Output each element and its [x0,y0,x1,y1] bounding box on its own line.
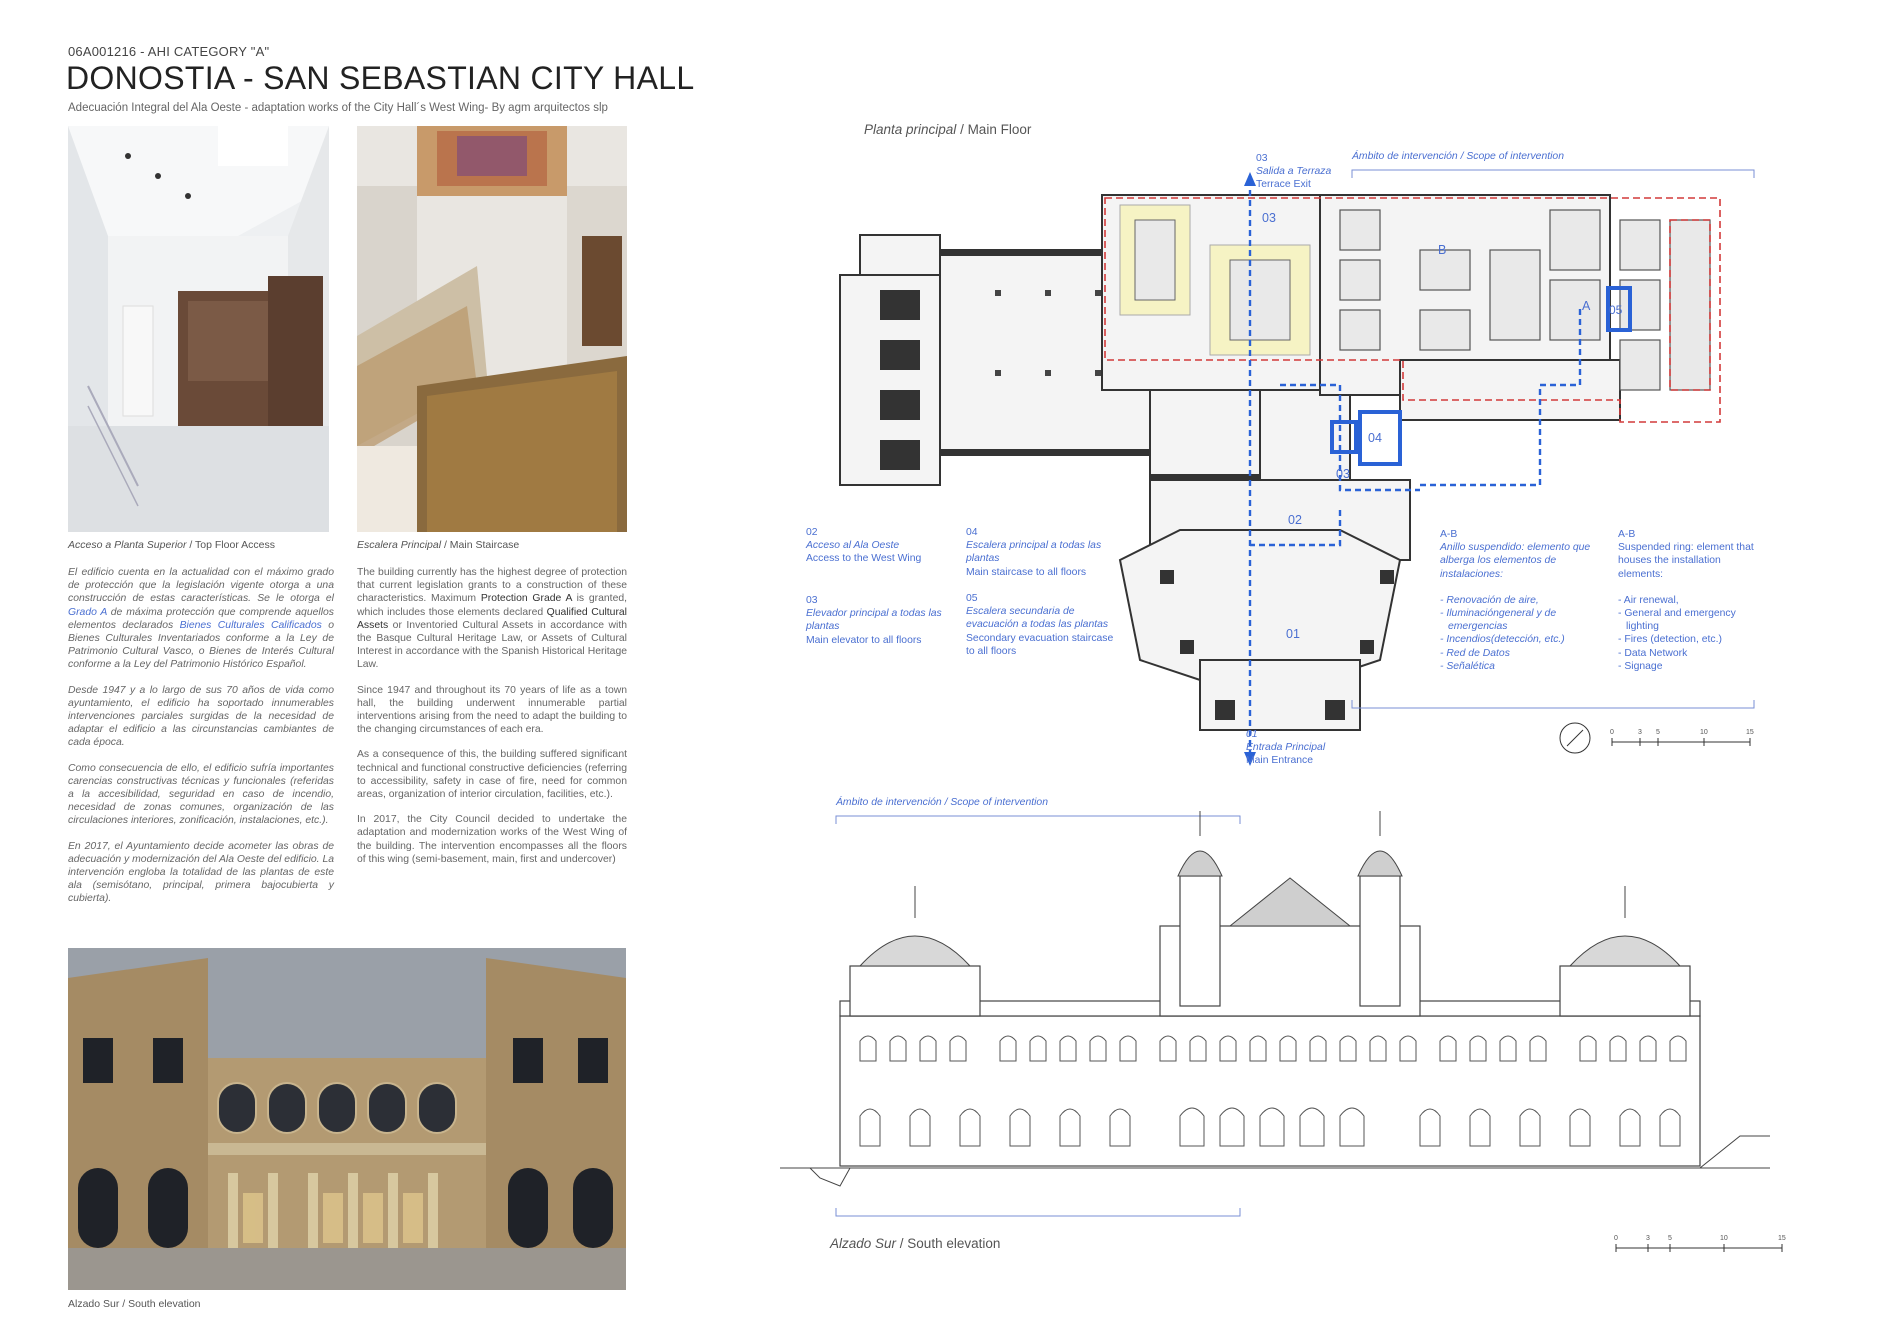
plan-label-a: A [1582,299,1591,313]
floor-plan-drawing [820,160,1760,770]
svg-text:10: 10 [1700,729,1708,736]
north-arrow-icon [1560,723,1590,753]
svg-text:5: 5 [1656,729,1660,736]
svg-text:5: 5 [1668,1235,1672,1242]
legend-ab-spanish: A-B Anillo suspendido: elemento que alberga los elementos de instalaciones: - Renovación de aire, - Iluminacióngeneral y de emergencias - Incendios(detección, etc.) - Red de Datos - Señalética [1440,529,1591,672]
photo-south-elevation [68,948,626,1290]
text-en-paragraph-3: As a consequence of this, the building suffered significant technical and functional constructive deficiencies (referring to accessibility, safety in case of fire, need for common areas, organization of interior circulation, facilities, etc.). [357,749,627,801]
photo-main-staircase [357,126,627,532]
elevation-scope-label: Ámbito de intervención / Scope of intervention [836,797,1048,808]
legend-03: 03 Elevador principal a todas las plantas Main elevator to all floors [806,595,942,646]
legend-04: 04 Escalera principal a todas las plantas Main staircase to all floors [966,527,1102,578]
plan-label-03-top: 03 [1262,211,1276,225]
caption-main-staircase: Escalera Principal / Main Staircase [357,539,520,551]
terrace-exit-label: 03 Salida a Terraza Terrace Exit [1256,153,1332,191]
elevation-scale [1614,1228,1794,1258]
elevation-title: Alzado Sur / South elevation [830,1236,1001,1251]
plan-scope-label: Ámbito de intervención / Scope of intervention [1352,151,1564,162]
svg-text:3: 3 [1646,1235,1650,1242]
text-en-paragraph-2: Since 1947 and throughout its 70 years of life as a town hall, the building underwent innumerable partial interventions arising from the need to adapt the building to the changing circumstances of each era. [357,684,627,736]
svg-text:15: 15 [1778,1235,1786,1242]
legend-02: 02 Acceso al Ala Oeste Access to the West Wing [806,527,922,565]
text-column-spanish [68,566,334,918]
text-en-paragraph-1: The building currently has the highest degree of protection that current legislation grants to a construction of these characteristics. Maximum Protection Grade A is granted, which includes those elements declared Qualified Cultural Assets or Inventoried Cultural Assets in accordance with the Basque Cultural Heritage Law, or Assets of Cultural Interest in accordance with the Spanish Historical Heritage Law. [357,567,628,671]
svg-text:10: 10 [1720,1235,1728,1242]
plan-label-02: 02 [1288,513,1302,527]
plan-label-05: 05 [1609,303,1623,317]
svg-text:3: 3 [1638,729,1642,736]
svg-text:0: 0 [1610,729,1614,736]
svg-text:15: 15 [1746,729,1754,736]
project-code: 06A001216 - AHI CATEGORY "A" [68,44,270,59]
plan-label-b: B [1438,243,1447,257]
text-es-paragraph-3: Como consecuencia de ello, el edificio sufría importantes carencias constructivas técnicas y funcionales (referidas a la accesibilidad, seguridad en caso de incendio, necesidad de zonas comunes, organización de las circulaciones interiores, zonificación, instalaciones, etc.). [68,762,334,827]
photo-top-floor-access [68,126,329,532]
caption-south-elevation: Alzado Sur / South elevation [68,1298,201,1310]
plan-label-01: 01 [1286,627,1300,641]
plan-title: Planta principal / Main Floor [864,122,1032,137]
plan-label-03-lift: 03 [1336,467,1350,481]
plan-scale-bar [1610,729,1754,746]
south-elevation-drawing [780,806,1770,1226]
text-en-paragraph-4: In 2017, the City Council decided to undertake the adaptation and modernization works of the West Wing of the building. The intervention encompasses all the floors of this wing (semi-basement, main, first and undercover) [357,814,627,865]
text-es-paragraph-4: En 2017, el Ayuntamiento decide acometer las obras de adecuación y modernización del Ala Oeste del edificio. La intervención engloba la totalidad de las plantas de este ala (semisótano, principal, primera bajocubierta y cubierta). [68,840,334,905]
text-es-paragraph-1: El edificio cuenta en la actualidad con el máximo grado de protección que la legislación vigente otorga a una construcción de estas características. Se le otorga el Grado A de máxima protección que comprende aquellos elementos declarados Bienes Culturales Calificados o Bienes Culturales Inventariados conforme a la Ley de Patrimonio Cultural Vasco, o Bienes de Interés Cultural conforme a la Ley del Patrimonio Histórico Español. [68,567,335,671]
page-title: DONOSTIA - SAN SEBASTIAN CITY HALL [66,60,695,96]
legend-05: 05 Escalera secundaria de evacuación a todas las plantas Secondary evacuation staircase to all floors [966,593,1114,657]
photo-staircase-illustration [357,126,627,532]
photo-top-floor-illustration [68,126,329,532]
page-subtitle: Adecuación Integral del Ala Oeste - adaptation works of the City Hall´s West Wing- By agm arquitectos slp [68,102,608,114]
legend-ab-english: A-B Suspended ring: element that houses the installation elements: - Air renewal, - General and emergency lighting - Fires (detection, etc.) - Data Network - Signage [1618,529,1754,672]
caption-top-floor-access: Acceso a Planta Superior / Top Floor Access [68,539,275,551]
elevation-scale-bar-icon [1614,1228,1794,1258]
photo-courtyard-illustration [68,948,626,1290]
svg-text:0: 0 [1614,1235,1618,1242]
text-column-english [357,566,627,878]
text-es-paragraph-2: Desde 1947 y a lo largo de sus 70 años de vida como ayuntamiento, el edificio ha soportado innumerables intervenciones parciales surgidas de la necesidad de adaptar el edificio a las circunstancias cambiantes de cada época. [68,684,334,749]
main-entrance-label: 01 Entrada Principal Main Entrance [1246,729,1326,767]
plan-label-04: 04 [1368,431,1382,445]
